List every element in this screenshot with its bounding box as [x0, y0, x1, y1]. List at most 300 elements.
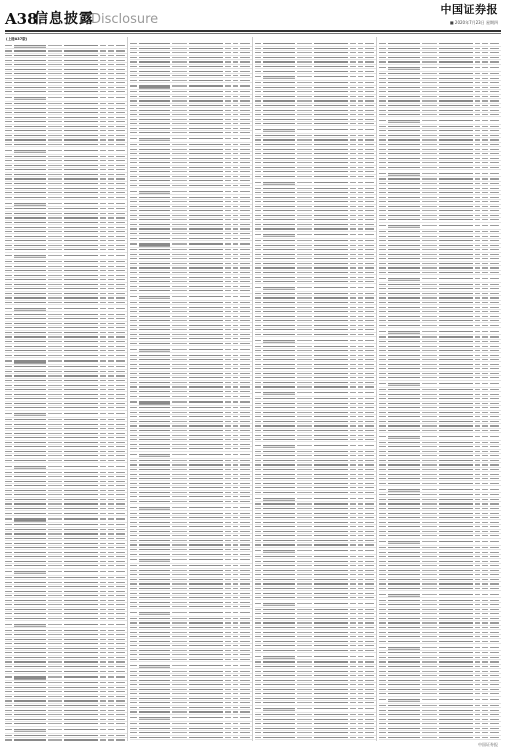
table-cell: [350, 544, 356, 545]
table-cell: [130, 167, 137, 168]
table-cell: [490, 215, 499, 216]
table-cell: [172, 391, 187, 392]
table-cell: [240, 570, 249, 571]
table-cell: [225, 483, 231, 484]
table-cell: [64, 188, 98, 189]
table-cell: [189, 737, 223, 738]
table-cell: [365, 96, 374, 97]
table-cell: [350, 334, 356, 335]
table-cell: [130, 693, 137, 694]
table-cell: [172, 544, 187, 545]
table-cell: [350, 228, 356, 229]
table-cell: [116, 130, 125, 131]
table-cell: [116, 203, 125, 204]
table-cell: [233, 263, 239, 264]
table-cell: [108, 385, 114, 386]
table-cell: [263, 723, 295, 724]
table-cell: [5, 437, 12, 438]
table-cell: [388, 336, 420, 337]
table-cell: [5, 355, 12, 356]
table-cell: [172, 597, 187, 598]
table-cell: [64, 64, 98, 65]
table-cell: [439, 364, 473, 365]
table-cell: [297, 556, 312, 557]
table-row: [379, 170, 501, 177]
table-cell: [225, 474, 231, 475]
table-cell: [263, 478, 295, 479]
table-cell: [64, 103, 98, 104]
table-cell: [350, 167, 356, 168]
table-cell: [48, 350, 63, 351]
table-cell: [314, 249, 348, 250]
table-cell: [108, 249, 114, 250]
table-cell: [314, 293, 348, 294]
table-cell: [64, 634, 98, 635]
table-cell: [490, 149, 499, 150]
table-cell: [233, 206, 239, 207]
table-cell: [64, 552, 98, 553]
table-cell: [64, 197, 98, 198]
table-cell: [5, 518, 12, 519]
table-cell: [365, 579, 374, 580]
table-cell: [64, 208, 98, 209]
table-cell: [350, 277, 356, 278]
table-cell: [48, 183, 63, 184]
table-cell: [439, 67, 473, 68]
table-cell: [108, 366, 114, 367]
table-cell: [350, 386, 356, 387]
table-cell: [172, 149, 187, 150]
table-cell: [14, 270, 46, 271]
table-cell: [263, 240, 295, 241]
table-cell: [297, 574, 312, 575]
table-cell: [263, 167, 295, 168]
table-cell: [240, 689, 249, 690]
table-cell: [225, 597, 231, 598]
table-cell: [5, 112, 12, 113]
table-cell: [490, 48, 499, 49]
table-cell: [100, 652, 106, 653]
table-cell: [225, 618, 231, 619]
table-cell: [64, 91, 98, 92]
table-cell: [64, 577, 98, 578]
table-cell: [64, 533, 98, 534]
table-cell: [116, 156, 125, 157]
table-cell: [225, 123, 231, 124]
table-cell: [48, 455, 63, 456]
table-cell: [5, 499, 12, 500]
table-cell: [350, 522, 356, 523]
table-cell: [172, 554, 187, 555]
table-cell: [64, 494, 98, 495]
table-cell: [5, 648, 12, 649]
table-cell: [490, 272, 499, 273]
table-cell: [116, 604, 125, 605]
table-cell: [422, 197, 437, 198]
table-cell: [139, 597, 171, 598]
table-cell: [439, 144, 473, 145]
table-cell: [108, 380, 114, 381]
table-cell: [14, 144, 46, 145]
table-cell: [365, 723, 374, 724]
table-cell: [100, 413, 106, 414]
table-cell: [100, 714, 106, 715]
table-cell: [48, 490, 63, 491]
table-cell: [350, 66, 356, 67]
table-cell: [130, 606, 137, 607]
table-cell: [172, 114, 187, 115]
table-cell: [64, 236, 98, 237]
table-cell: [255, 636, 262, 637]
table-cell: [439, 240, 473, 241]
table-cell: [388, 120, 420, 121]
table-cell: [189, 702, 223, 703]
table-cell: [365, 656, 374, 657]
table-cell: [108, 442, 114, 443]
table-cell: [233, 574, 239, 575]
table-cell: [116, 460, 125, 461]
table-cell: [482, 245, 488, 246]
table-cell: [233, 689, 239, 690]
table-cell: [14, 394, 46, 395]
table-cell: [14, 355, 46, 356]
table-cell: [482, 139, 488, 140]
table-cell: [255, 245, 262, 246]
table-cell: [189, 435, 223, 436]
table-cell: [490, 197, 499, 198]
table-cell: [358, 76, 364, 77]
table-cell: [422, 67, 437, 68]
table-cell: [130, 176, 137, 177]
table-cell: [388, 350, 420, 351]
table-cell: [14, 652, 46, 653]
table-cell: [116, 538, 125, 539]
table-cell: [48, 288, 63, 289]
table-cell: [233, 507, 239, 508]
table-cell: [388, 368, 420, 369]
table-cell: [48, 150, 63, 151]
table-cell: [297, 293, 312, 294]
table-cell: [482, 73, 488, 74]
table-cell: [5, 543, 12, 544]
table-cell: [233, 311, 239, 312]
table-cell: [225, 71, 231, 72]
table-cell: [240, 373, 249, 374]
table-cell: [64, 586, 98, 587]
table-cell: [108, 121, 114, 122]
table-cell: [358, 556, 364, 557]
table-cell: [263, 281, 295, 282]
table-cell: [350, 565, 356, 566]
table-cell: [263, 110, 295, 111]
table-cell: [365, 503, 374, 504]
table-cell: [108, 144, 114, 145]
table-cell: [108, 208, 114, 209]
table-cell: [255, 403, 262, 404]
table-cell: [255, 96, 262, 97]
table-cell: [314, 382, 348, 383]
table-cell: [240, 338, 249, 339]
table-cell: [139, 128, 171, 129]
table-cell: [64, 302, 98, 303]
table-cell: [225, 632, 231, 633]
table-cell: [233, 522, 239, 523]
table-cell: [64, 249, 98, 250]
table-cell: [172, 96, 187, 97]
table-cell: [64, 203, 98, 204]
table-cell: [314, 215, 348, 216]
table-cell: [172, 238, 187, 239]
table-cell: [422, 331, 437, 332]
table-cell: [255, 234, 262, 235]
table-cell: [108, 355, 114, 356]
table-cell: [14, 538, 46, 539]
table-cell: [388, 302, 420, 303]
table-cell: [139, 632, 171, 633]
table-cell: [14, 696, 46, 697]
table-cell: [388, 167, 420, 168]
table-cell: [108, 428, 114, 429]
table-cell: [240, 645, 249, 646]
table-cell: [48, 297, 63, 298]
table-cell: [108, 314, 114, 315]
table-cell: [350, 445, 356, 446]
table-cell: [189, 665, 223, 666]
table-cell: [189, 474, 223, 475]
table-cell: [482, 364, 488, 365]
table-cell: [64, 165, 98, 166]
table-cell: [379, 67, 386, 68]
table-cell: [5, 676, 12, 677]
table-cell: [358, 503, 364, 504]
table-cell: [108, 270, 114, 271]
table-cell: [116, 284, 125, 285]
table-cell: [189, 382, 223, 383]
table-cell: [350, 451, 356, 452]
table-cell: [422, 61, 437, 62]
table-cell: [350, 561, 356, 562]
table-cell: [48, 700, 63, 701]
table-cell: [172, 698, 187, 699]
table-cell: [100, 130, 106, 131]
table-cell: [48, 169, 63, 170]
table-cell: [108, 648, 114, 649]
table-cell: [240, 627, 249, 628]
table-cell: [130, 71, 137, 72]
table-cell: [297, 483, 312, 484]
table-cell: [314, 234, 348, 235]
table-cell: [64, 398, 98, 399]
table-cell: [100, 327, 106, 328]
table-cell: [116, 676, 125, 677]
table-cell: [255, 464, 262, 465]
table-cell: [100, 288, 106, 289]
table-cell: [297, 398, 312, 399]
table-cell: [64, 490, 98, 491]
table-cell: [189, 71, 223, 72]
table-cell: [475, 316, 481, 317]
table-cell: [189, 579, 223, 580]
table-cell: [14, 481, 46, 482]
table-cell: [350, 439, 356, 440]
table-cell: [233, 391, 239, 392]
table-cell: [439, 231, 473, 232]
table-cell: [189, 57, 223, 58]
table-row: [255, 126, 377, 133]
table-cell: [172, 206, 187, 207]
table-cell: [439, 297, 473, 298]
table-cell: [139, 334, 171, 335]
table-cell: [116, 371, 125, 372]
table-cell: [297, 492, 312, 493]
table-cell: [422, 188, 437, 189]
table-cell: [255, 517, 262, 518]
table-cell: [172, 233, 187, 234]
table-cell: [490, 316, 499, 317]
table-cell: [5, 739, 12, 740]
table-cell: [233, 416, 239, 417]
table-cell: [475, 341, 481, 342]
table-cell: [297, 176, 312, 177]
table-cell: [297, 636, 312, 637]
table-cell: [172, 197, 187, 198]
table-cell: [297, 561, 312, 562]
table-row: [255, 706, 377, 713]
table-cell: [255, 714, 262, 715]
table-cell: [388, 149, 420, 150]
table-cell: [482, 48, 488, 49]
table-cell: [225, 464, 231, 465]
table-cell: [350, 593, 356, 594]
table-cell: [233, 641, 239, 642]
table-cell: [422, 311, 437, 312]
table-cell: [263, 498, 295, 499]
table-cell: [297, 182, 312, 183]
table-cell: [139, 460, 171, 461]
table-cell: [100, 643, 106, 644]
table-cell: [233, 386, 239, 387]
table-cell: [14, 533, 46, 534]
table-cell: [379, 336, 386, 337]
table-cell: [225, 507, 231, 508]
table-cell: [5, 490, 12, 491]
table-cell: [233, 478, 239, 479]
table-cell: [475, 162, 481, 163]
table-cell: [116, 288, 125, 289]
table-cell: [5, 236, 12, 237]
table-cell: [388, 57, 420, 58]
table-cell: [379, 249, 386, 250]
table-cell: [240, 723, 249, 724]
table-cell: [116, 682, 125, 683]
table-cell: [263, 61, 295, 62]
table-cell: [475, 167, 481, 168]
table-cell: [172, 128, 187, 129]
table-cell: [482, 178, 488, 179]
table-cell: [358, 689, 364, 690]
table-cell: [14, 55, 46, 56]
table-cell: [314, 561, 348, 562]
table-cell: [482, 368, 488, 369]
table-cell: [297, 66, 312, 67]
table-cell: [189, 531, 223, 532]
table-cell: [263, 350, 295, 351]
table-cell: [439, 288, 473, 289]
table-row: [255, 600, 377, 607]
table-cell: [482, 135, 488, 136]
table-cell: [225, 153, 231, 154]
table-cell: [48, 639, 63, 640]
table-cell: [240, 191, 249, 192]
table-cell: [64, 419, 98, 420]
table-cell: [365, 618, 374, 619]
table-cell: [139, 224, 171, 225]
table-cell: [314, 325, 348, 326]
table-cell: [108, 552, 114, 553]
table-cell: [5, 371, 12, 372]
table-cell: [189, 728, 223, 729]
table-cell: [225, 737, 231, 738]
table-cell: [365, 478, 374, 479]
table-cell: [314, 373, 348, 374]
table-cell: [358, 201, 364, 202]
table-cell: [189, 469, 223, 470]
table-cell: [365, 100, 374, 101]
table-cell: [116, 648, 125, 649]
table-cell: [116, 336, 125, 337]
table-cell: [130, 401, 137, 402]
table-cell: [100, 174, 106, 175]
table-cell: [172, 281, 187, 282]
table-cell: [189, 559, 223, 560]
table-cell: [297, 684, 312, 685]
table-cell: [5, 561, 12, 562]
table-cell: [108, 481, 114, 482]
table-cell: [233, 272, 239, 273]
table-cell: [255, 698, 262, 699]
table-cell: [130, 258, 137, 259]
table-cell: [255, 66, 262, 67]
table-cell: [108, 293, 114, 294]
table-cell: [116, 255, 125, 256]
table-cell: [100, 126, 106, 127]
table-cell: [48, 236, 63, 237]
table-cell: [358, 469, 364, 470]
table-cell: [116, 565, 125, 566]
table-cell: [233, 296, 239, 297]
table-cell: [48, 112, 63, 113]
table-cell: [189, 464, 223, 465]
table-cell: [130, 43, 137, 44]
table-cell: [350, 531, 356, 532]
table-cell: [108, 547, 114, 548]
table-cell: [5, 73, 12, 74]
table-cell: [358, 597, 364, 598]
table-cell: [189, 149, 223, 150]
table-cell: [139, 105, 171, 106]
table-cell: [314, 398, 348, 399]
table-cell: [189, 185, 223, 186]
table-cell: [240, 492, 249, 493]
table-cell: [189, 407, 223, 408]
table-cell: [225, 487, 231, 488]
table-cell: [314, 445, 348, 446]
table-cell: [490, 91, 499, 92]
table-cell: [365, 91, 374, 92]
table-cell: [189, 602, 223, 603]
table-cell: [314, 451, 348, 452]
table-cell: [365, 281, 374, 282]
